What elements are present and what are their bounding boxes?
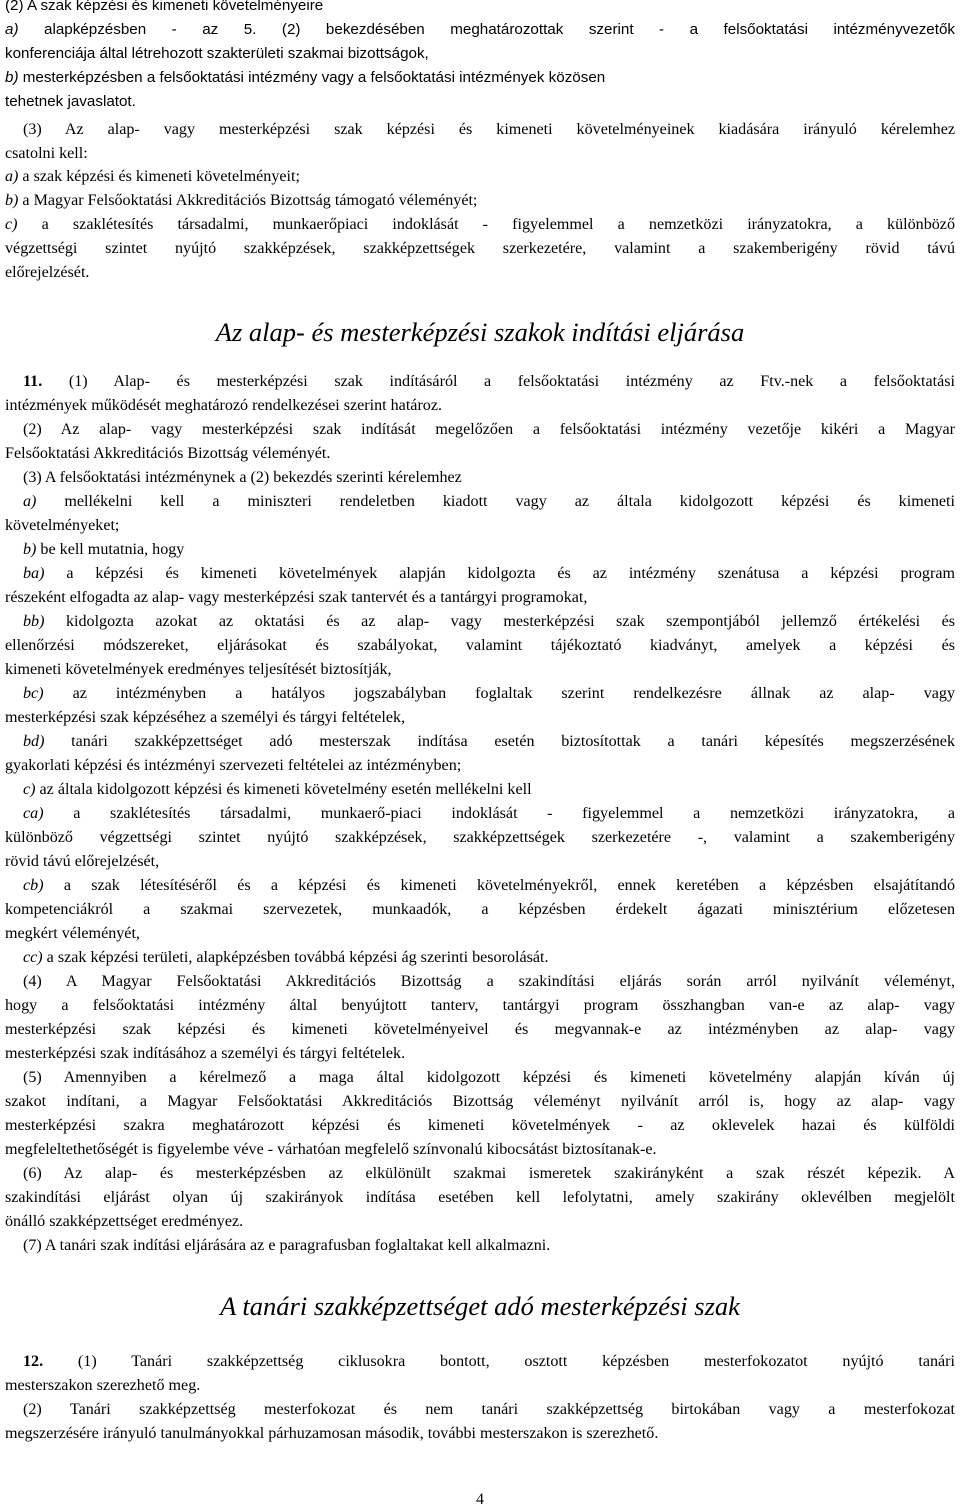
text-line: mesterszakon szerezhető meg. xyxy=(5,1377,201,1394)
text-line: cc) a szak képzési területi, alapképzésben továbbá képzési ág szerinti besorolását. xyxy=(23,949,549,966)
text-line: megfeleltethetőségét is figyelembe véve - várhatóan megfelelő színvonalú kibocsátást biztosítanak-e. xyxy=(5,1141,657,1158)
text-line: mesterképzési szak indításához a személyi és tárgyi feltételek. xyxy=(5,1045,406,1062)
text-line: (3) A felsőoktatási intézménynek a (2) bekezdés szerinti kérelemhez xyxy=(23,469,462,486)
text-line: bb) kidolgozta azokat az oktatási és az alap- vagy mesterképzési szak szempontjából jellemző értékelési és xyxy=(23,613,955,630)
text-line: (5) Amennyiben a kérelmező a maga által kidolgozott képzési és kimeneti követelmény alapján kíván új xyxy=(23,1069,955,1086)
page-number: 4 xyxy=(476,1491,484,1508)
text-line: megszerzésére irányuló tanulmányokkal párhuzamosan második, további mesterszakon is szerezhető. xyxy=(5,1425,659,1442)
text-line: c) az általa kidolgozott képzési és kimeneti követelmény esetén mellékelni kell xyxy=(23,781,532,798)
text-line: (2) Tanári szakképzettség mesterfokozat és nem tanári szakképzettség birtokában vagy a mesterfokozat xyxy=(23,1401,955,1418)
text-line: csatolni kell: xyxy=(5,145,88,162)
text-line: rövid távú előrejelzését, xyxy=(5,853,160,870)
text-line: c) a szaklétesítés társadalmi, munkaerőpiaci indoklását - figyelemmel a nemzetközi irányzatokra, a különböző xyxy=(5,216,955,233)
text-line: intézmények működését meghatározó rendelkezései szerint határoz. xyxy=(5,397,443,414)
text-line: (4) A Magyar Felsőoktatási Akkreditációs Bizottság a szakindítási eljárás során arról nyilvánít véleményt, xyxy=(23,973,955,990)
text-line: (2) Az alap- vagy mesterképzési szak indítását megelőzően a felsőoktatási intézmény vezetője kikéri a Magyar xyxy=(23,421,955,438)
text-line: a) alapképzésben - az 5. (2) bekezdésében meghatározottak szerint - a felsőoktatási intézményvezetők xyxy=(5,21,955,38)
text-line: ca) a szaklétesítés társadalmi, munkaerő-piaci indoklását - figyelemmel a nemzetközi irányzatokra, a xyxy=(23,805,955,822)
text-line: önálló szakképzettséget eredményez. xyxy=(5,1213,244,1230)
text-line: cb) a szak létesítéséről és a képzési és kimeneti követelményekről, ennek keretében a képzésben elsajátítandó xyxy=(23,877,955,894)
text-line: követelményeket; xyxy=(5,517,120,534)
text-line: (2) A szak képzési és kimeneti követelményeire xyxy=(5,0,324,14)
text-line: mesterképzési szak képzéséhez a személyi és tárgyi feltételek, xyxy=(5,709,406,726)
text-line: szakot indítani, a Magyar Felsőoktatási Akkreditációs Bizottság véleményt nyilvánít arról is, hogy az alap- vagy xyxy=(5,1093,955,1110)
text-line: konferenciája által létrehozott szakterületi szakmai bizottságok, xyxy=(5,45,429,62)
text-line: (6) Az alap- és mesterképzésben az elkülönült szakmai ismeretek szakirányként a szak részét képezik. A xyxy=(23,1165,955,1182)
section-heading: Az alap- és mesterképzési szakok indítási eljárása xyxy=(215,317,745,347)
text-line: a) mellékelni kell a miniszteri rendeletben kiadott vagy az általa kidolgozott képzési és kimeneti xyxy=(23,493,955,510)
text-line: hogy a felsőoktatási intézmény által benyújtott tanterv, tantárgyi program összhangban van-e az alap- vagy xyxy=(5,997,955,1014)
text-line: mesterképzési szak képzési és kimeneti követelményeivel és megvannak-e az intézményben az alap- vagy xyxy=(5,1021,955,1038)
text-line: mesterképzési szakra meghatározott képzési és kimeneti követelmények - az oklevelek hazai és külföldi xyxy=(5,1117,955,1134)
text-line: szakindítási eljárást olyan új szakirányok indítása esetében kell lefolytatni, amely szakirány oklevélben megjelölt xyxy=(5,1189,955,1206)
text-line: b) be kell mutatnia, hogy xyxy=(23,541,185,558)
text-line: ellenőrzési módszereket, eljárásokat és szabályokat, valamint tájékoztató kiadványt, amelyek a képzési és xyxy=(5,637,955,654)
text-line: Felsőoktatási Akkreditációs Bizottság véleményét. xyxy=(5,445,331,462)
text-line: (3) Az alap- vagy mesterképzési szak képzési és kimeneti követelményeinek kiadására irányuló kérelemhez xyxy=(23,121,955,138)
text-line: előrejelzését. xyxy=(5,264,90,281)
text-line: 12. (1) Tanári szakképzettség ciklusokra bontott, osztott képzésben mesterfokozatot nyújtó tanári xyxy=(23,1353,955,1370)
text-line: ba) a képzési és kimeneti követelmények alapján kidolgozta és az intézmény szenátusa a képzési program xyxy=(23,565,955,582)
text-line: megkért véleményét, xyxy=(5,925,140,942)
text-line: 11. (1) Alap- és mesterképzési szak indításáról a felsőoktatási intézmény az Ftv.-nek a felsőoktatási xyxy=(23,373,955,390)
text-line: (7) A tanári szak indítási eljárására az e paragrafusban foglaltakat kell alkalmazni. xyxy=(23,1237,551,1254)
text-line: bc) az intézményben a hatályos jogszabályban foglaltak szerint rendelkezésre állnak az alap- vagy xyxy=(23,685,955,702)
section-heading: A tanári szakképzettséget adó mesterképzési szak xyxy=(220,1291,740,1321)
text-line: végzettségi szintet nyújtó szakképzések, szakképzettségek szerkezetére, valamint a szakemberigény rövid távú xyxy=(5,240,955,257)
text-line: gyakorlati képzési és intézményi szervezeti feltételei az intézményben; xyxy=(5,757,462,774)
text-line: részeként elfogadta az alap- vagy mesterképzési szak tantervét és a tantárgyi programokat, xyxy=(5,589,588,606)
text-line: tehetnek javaslatot. xyxy=(5,93,136,110)
text-line: kompetenciákról a szakmai szervezetek, munkaadók, a képzésben érdekelt ágazati minisztérium előzetesen xyxy=(5,901,955,918)
text-line: kimeneti követelmények eredményes teljesítését biztosítják, xyxy=(5,661,392,678)
text-line: a) a szak képzési és kimeneti követelményeit; xyxy=(5,168,300,185)
text-line: b) mesterképzésben a felsőoktatási intézmény vagy a felsőoktatási intézmények közösen xyxy=(5,69,606,86)
text-line: bd) tanári szakképzettséget adó mesterszak indítása esetén biztosítottak a tanári képesítés megszerzésének xyxy=(23,733,955,750)
text-line: b) a Magyar Felsőoktatási Akkreditációs Bizottság támogató véleményét; xyxy=(5,192,478,209)
text-line: különböző végzettségi szintet nyújtó szakképzések, szakképzettségek szerkezetére -, valamint a szakemberigény xyxy=(5,829,955,846)
